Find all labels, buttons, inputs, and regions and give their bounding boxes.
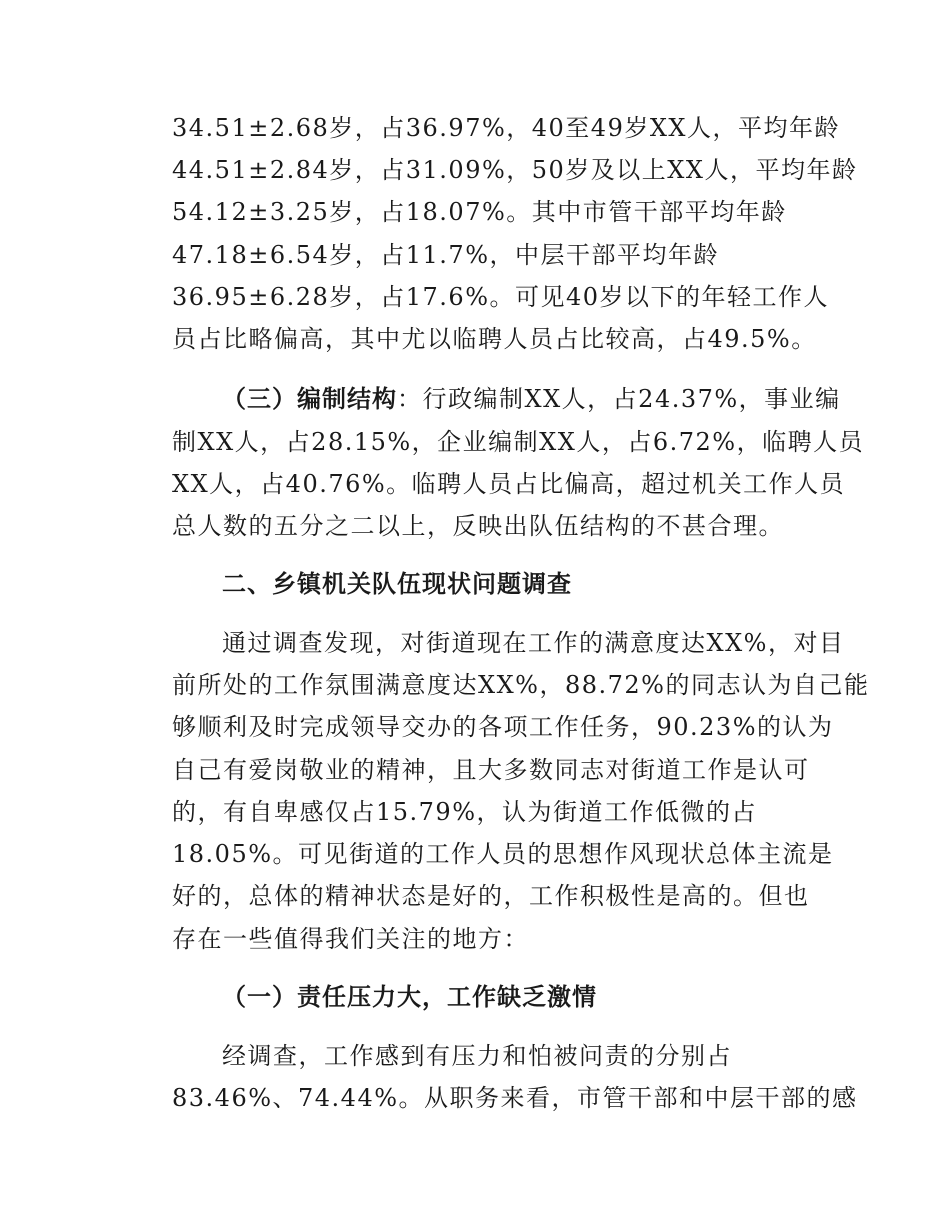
survey-line-7: 好的，总体的精神状态是好的，工作积极性是高的。但也	[172, 882, 810, 910]
survey-line-8: 存在一些值得我们关注的地方：	[172, 925, 529, 953]
pressure-line-1: 经调查，工作感到有压力和怕被问责的分别占	[222, 1042, 732, 1070]
age-line-4: 47.18±6.54岁，占11.7%，中层干部平均年龄	[172, 241, 719, 269]
age-line-1: 34.51±2.68岁，占36.97%，40至49岁XX人，平均年龄	[172, 114, 841, 142]
age-line-2: 44.51±2.84岁，占31.09%，50岁及以上XX人，平均年龄	[172, 156, 858, 184]
survey-line-6: 18.05%。可见街道的工作人员的思想作风现状总体主流是	[172, 840, 834, 868]
sub-heading-one: （一）责任压力大，工作缺乏激情	[222, 983, 597, 1011]
survey-line-5: 的，有自卑感仅占15.79%，认为街道工作低微的占	[172, 798, 758, 826]
pressure-line-2: 83.46%、74.44%。从职务来看，市管干部和中层干部的感	[172, 1084, 858, 1112]
staffing-first-line	[222, 383, 841, 415]
survey-line-4: 自己有爱岗敬业的精神，且大多数同志对街道工作是认可	[172, 756, 810, 784]
staffing-line-3: XX人，占40.76%。临聘人员占比偏高，超过机关工作人员	[172, 470, 846, 498]
age-line-6: 员占比略偏高，其中尤以临聘人员占比较高，占49.5%。	[172, 325, 817, 353]
staffing-line-4: 总人数的五分之二以上，反映出队伍结构的不甚合理。	[172, 512, 784, 540]
staffing-line-2: 制XX人，占28.15%，企业编制XX人，占6.72%，临聘人员	[172, 428, 865, 456]
section-two-heading: 二、乡镇机关队伍现状问题调查	[222, 570, 572, 598]
survey-line-1: 通过调查发现，对街道现在工作的满意度达XX%，对目	[222, 629, 845, 657]
staffing-heading: （三）编制结构	[222, 385, 397, 413]
age-line-3: 54.12±3.25岁，占18.07%。其中市管干部平均年龄	[172, 198, 787, 226]
age-line-5: 36.95±6.28岁，占17.6%。可见40岁以下的年轻工作人	[172, 283, 830, 311]
staffing-first-line-text: ：行政编制XX人，占24.37%，事业编	[397, 385, 841, 413]
survey-line-3: 够顺利及时完成领导交办的各项工作任务，90.23%的认为	[172, 713, 834, 741]
survey-line-2: 前所处的工作氛围满意度达XX%，88.72%的同志认为自己能	[172, 671, 870, 699]
